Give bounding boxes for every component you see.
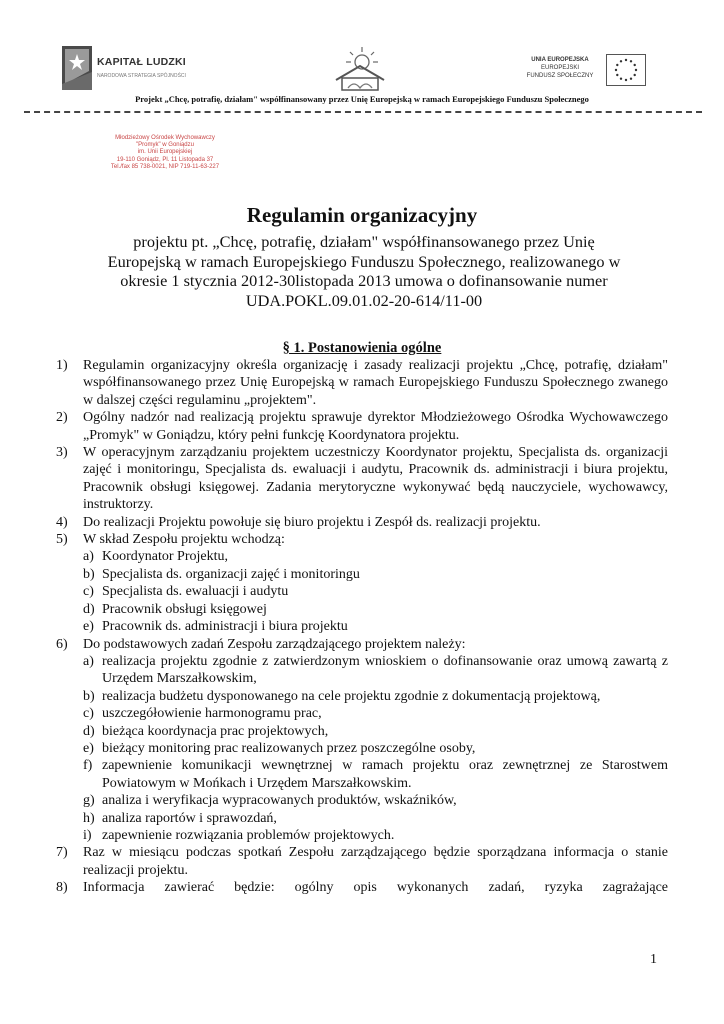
item-text: Do realizacji Projektu powołuje się biuro projektu i Zespół ds. realizacji projektu. [83,514,541,530]
sub-item-letter: e) [83,740,94,756]
eu-efs-logo [520,54,646,88]
document-content [56,357,668,897]
eu-logo-line3: FUNDUSZ SPOŁECZNY [526,73,594,79]
sub-item-letter: h) [83,810,95,826]
sub-list-item [83,723,668,740]
sub-list-item [83,827,668,844]
item-text: Do podstawowych zadań Zespołu zarządzającego projektem należy: [83,636,466,652]
list-item [56,531,668,635]
sub-item-letter: g) [83,793,95,809]
institution-stamp [80,135,250,181]
item-number: 2) [56,410,68,426]
header-caption: Projekt „Chcę, potrafię, działam" współfinansowany przez Unię Europejską w ramach Europejskiego Funduszu Społecznego [135,94,589,104]
sub-item-text: Koordynator Projektu, [102,549,228,565]
item-text: Informacja zawierać będzie: ogólny opis wykonanych zadań, ryzyka zagrażające [83,880,668,896]
sub-item-text: Specjalista ds. ewaluacji i audytu [102,584,289,600]
sub-item-text: bieżący monitoring prac realizowanych przez poszczególne osoby, [102,740,476,756]
sub-item-letter: i) [83,827,92,843]
sub-item-letter: a) [83,549,94,565]
document-header [0,0,724,112]
sub-list-item [83,688,668,705]
sub-item-letter: f) [83,758,93,774]
sub-item-text: Pracownik obsługi księgowej [102,601,267,617]
list-item [56,636,668,845]
kapital-ludzki-emblem-icon [62,44,92,90]
eu-logo-line1: UNIA EUROPEJSKA [531,57,589,63]
sub-item-text: uszczegółowienie harmonogramu prac, [102,706,322,722]
sub-list-item [83,583,668,600]
sub-item-text: analiza raportów i sprawozdań, [102,810,277,826]
item-text: Raz w miesiącu podczas spotkań Zespołu zarządzającego będzie sporządzana informacja o stanie realizacji projektu. [83,845,668,878]
sub-item-letter: b) [83,688,95,704]
stamp-line: 19-110 Goniądz, Pl. 11 Listopada 37 [116,156,214,163]
subtitle-line: UDA.POKL.09.01.02-20-614/11-00 [245,290,483,310]
sub-item-text: bieżąca koordynacja prac projektowych, [102,723,329,739]
item-text: W skład Zespołu projektu wchodzą: [83,532,285,548]
sub-item-letter: c) [83,706,94,722]
page-number: 1 [650,952,657,967]
list-item [56,844,668,879]
house-sun-logo-icon [328,44,392,94]
sub-item-text: zapewnienie komunikacji wewnętrznej w ramach projektu oraz zewnętrznej ze Starostwem Powiatowym w Mońkach i Urzędem Marszałkowskim. [102,758,668,791]
subtitle-line: Europejską w ramach Europejskiego Funduszu Społecznego, realizowanego w [107,251,621,271]
kapital-ludzki-logo [62,44,186,90]
sub-list-item [83,792,668,809]
item-text: Ogólny nadzór nad realizacją projektu sprawuje dyrektor Młodzieżowego Ośrodka Wychowawczego „Promyk" w Goniądzu, który pełni funkcję Koordynatora projektu. [83,410,668,443]
eu-logo-line2: EUROPEJSKI [540,65,579,71]
item-number: 7) [56,845,68,861]
item-number: 4) [56,514,68,530]
sub-list-item [83,618,668,635]
list-item [56,879,668,896]
sub-list-item [83,740,668,757]
sub-list-item [83,653,668,688]
sub-item-text: analiza i weryfikacja wypracowanych produktów, wskaźników, [102,793,457,809]
stamp-line: Młodzieżowy Ośrodek Wychowawczy [115,135,215,141]
item-text: W operacyjnym zarządzaniu projektem uczestniczy Koordynator projektu, Specjalista ds. organizacji zajęć i monitoringu, Specjalista ds. ewaluacji i audytu, Pracownik ds. administracji i biura projektu, Pracownik obsługi księgowej. Zadania merytoryczne wykonywać będą nauczyciele, wychowawcy, instruktorzy. [83,445,668,513]
header-divider [24,111,702,113]
eu-flag-icon [606,54,646,86]
item-number: 8) [56,880,68,896]
sub-list-item [83,566,668,583]
kapital-ludzki-subtitle: NARODOWA STRATEGIA SPÓJNOŚCI [97,73,186,79]
document-subtitle [60,232,668,310]
document-title: Regulamin organizacyjny [246,203,478,227]
list-item [56,409,668,444]
list-item [56,357,668,409]
sub-item-letter: d) [83,601,95,617]
item-number: 5) [56,532,68,548]
section-title: § 1. Postanowienia ogólne [282,340,442,356]
stamp-line: "Promyk" w Goniądzu [136,142,194,149]
sub-item-text: realizacja projektu zgodnie z zatwierdzonym wnioskiem o dofinansowanie oraz umową zawartą z Urzędem Marszałkowskim, [102,653,668,687]
item-number: 1) [56,358,68,373]
subtitle-line: projektu pt. „Chcę, potrafię, działam" współfinansowanego przez Unię [133,232,595,251]
sub-item-letter: b) [83,566,95,582]
sub-list-item [83,810,668,827]
sub-item-text: zapewnienie rozwiązania problemów projektowych. [102,827,395,843]
subtitle-line: okresie 1 stycznia 2012-30listopada 2013 umowa o dofinansowanie numer [120,271,608,290]
kapital-ludzki-title: KAPITAŁ LUDZKI [97,56,186,68]
sub-item-text: Specjalista ds. organizacji zajęć i monitoringu [102,566,360,582]
sub-item-text: Pracownik ds. administracji i biura projektu [102,619,348,635]
item-number: 6) [56,636,68,652]
sub-list-item [83,757,668,792]
item-number: 3) [56,445,68,461]
sub-item-letter: d) [83,723,95,739]
item-text: Regulamin organizacyjny określa organizację i zasady realizacji projektu „Chcę, potrafię, działam" współfinansowanego przez Unię Europejską w ramach Europejskiego Funduszu Społecznego zwanego w dalszej części regulaminu „projektem". [83,358,668,408]
stamp-line: Tel./fax 85 738-0021, NIP 719-11-63-227 [110,163,220,170]
sub-item-letter: a) [83,653,94,669]
stamp-line: im. Unii Europejskiej [137,149,193,156]
list-item [56,514,668,531]
sub-item-letter: e) [83,619,94,635]
list-item [56,444,668,514]
sub-list-item [83,705,668,722]
sub-list-item [83,548,668,565]
sub-list-item [83,601,668,618]
sub-item-text: realizacja budżetu dysponowanego na cele projektu zgodnie z dokumentacją projektową, [102,688,601,704]
sub-item-letter: c) [83,584,94,600]
eu-logo-text [520,56,600,80]
